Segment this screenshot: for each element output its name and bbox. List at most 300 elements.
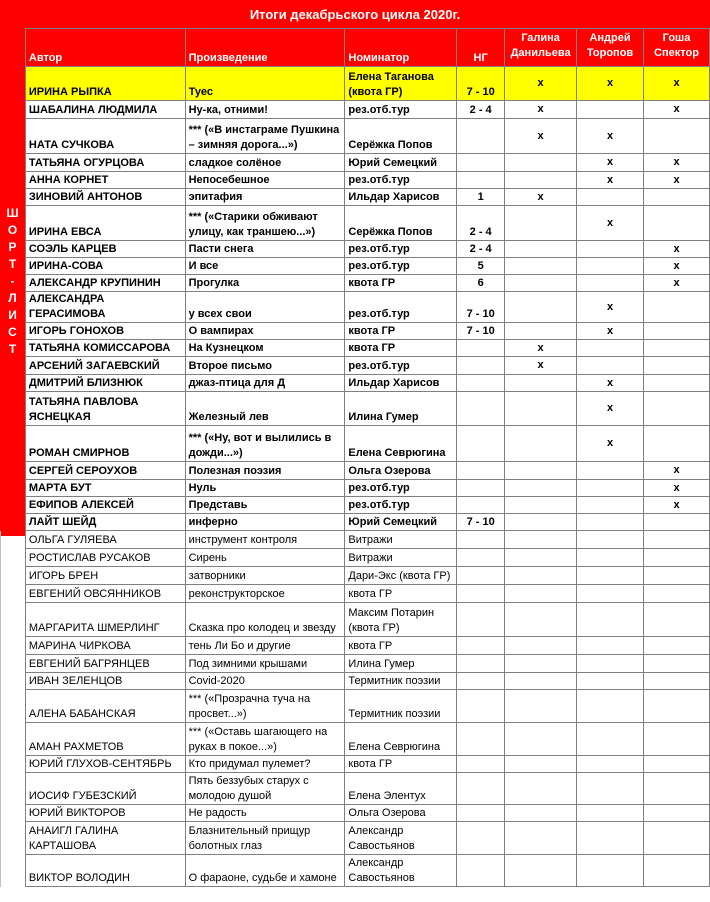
judge-mark-cell[interactable]: x — [577, 426, 644, 462]
short-list-strip-cell — [1, 119, 26, 154]
nominator-cell[interactable]: Витражи — [345, 531, 457, 549]
judge-mark-cell[interactable]: x — [644, 67, 710, 101]
work-cell[interactable]: Прогулка — [185, 275, 345, 292]
judge-mark-cell[interactable] — [505, 585, 577, 603]
judge-mark-cell[interactable]: x — [505, 119, 577, 154]
judge-mark-cell[interactable] — [577, 822, 644, 855]
nominator-cell[interactable]: Термитник поэзии — [345, 690, 457, 723]
judge-mark-cell[interactable] — [644, 673, 710, 690]
nominator-cell[interactable]: Серёжка Попов — [345, 206, 457, 241]
author-cell[interactable]: ЕФИПОВ АЛЕКСЕЙ — [25, 497, 185, 514]
table-row — [1, 258, 710, 275]
work-cell[interactable]: сладкое солёное — [185, 154, 345, 172]
author-cell[interactable]: ЕВГЕНИЙ ОВСЯННИКОВ — [25, 585, 185, 603]
ng-cell[interactable] — [457, 172, 505, 189]
nominator-cell[interactable]: Александр Савостьянов — [345, 822, 457, 855]
author-cell[interactable]: АМАН РАХМЕТОВ — [25, 723, 185, 756]
table-row — [1, 462, 710, 480]
work-cell[interactable]: Нуль — [185, 480, 345, 497]
work-cell[interactable]: О вампирах — [185, 323, 345, 340]
judge-mark-cell[interactable] — [577, 340, 644, 357]
nominator-cell[interactable]: Елена Севрюгина — [345, 426, 457, 462]
ng-cell[interactable]: 7 - 10 — [457, 323, 505, 340]
ng-cell[interactable] — [457, 119, 505, 154]
nominator-cell[interactable]: Александр Савостьянов — [345, 855, 457, 887]
nominator-cell[interactable]: Максим Потарин (квота ГР) — [345, 603, 457, 637]
judge-mark-cell[interactable] — [644, 805, 710, 822]
judge-mark-cell[interactable] — [644, 426, 710, 462]
nominator-cell[interactable]: рез.отб.тур — [345, 241, 457, 258]
column-header-work: Произведение — [185, 29, 345, 67]
judge-mark-cell[interactable] — [644, 392, 710, 426]
judge-mark-cell[interactable] — [577, 189, 644, 206]
nominator-cell[interactable]: Серёжка Попов — [345, 119, 457, 154]
row-gutter-cell — [1, 855, 26, 887]
judge-mark-cell[interactable] — [505, 275, 577, 292]
judge-mark-cell[interactable] — [505, 514, 577, 531]
judge-mark-cell[interactable] — [644, 340, 710, 357]
work-cell[interactable]: И все — [185, 258, 345, 275]
judge-mark-cell[interactable]: x — [644, 275, 710, 292]
nominator-cell[interactable]: Илина Гумер — [345, 655, 457, 673]
judge-mark-cell[interactable] — [505, 323, 577, 340]
work-cell[interactable]: у всех свои — [185, 292, 345, 323]
work-cell[interactable]: Сказка про колодец и звезду — [185, 603, 345, 637]
nominator-cell[interactable]: рез.отб.тур — [345, 292, 457, 323]
nominator-cell[interactable]: рез.отб.тур — [345, 101, 457, 119]
table-row — [1, 567, 710, 585]
ng-cell[interactable] — [457, 462, 505, 480]
nominator-cell[interactable]: Витражи — [345, 549, 457, 567]
ng-cell[interactable]: 5 — [457, 258, 505, 275]
row-gutter-cell — [1, 690, 26, 723]
judge-mark-cell[interactable]: x — [505, 189, 577, 206]
nominator-cell[interactable]: Елена Элентух — [345, 773, 457, 805]
table-row — [1, 637, 710, 655]
ng-cell[interactable] — [457, 603, 505, 637]
table-row — [1, 673, 710, 690]
judge-mark-cell[interactable] — [505, 375, 577, 392]
work-cell[interactable]: джаз-птица для Д — [185, 375, 345, 392]
author-cell[interactable]: ИГОРЬ ГОНОХОВ — [25, 323, 185, 340]
short-list-strip-cell — [1, 101, 26, 119]
header-row — [1, 29, 710, 67]
judge-mark-cell[interactable]: x — [505, 67, 577, 101]
work-cell[interactable]: инструмент контроля — [185, 531, 345, 549]
row-gutter-cell — [1, 655, 26, 673]
nominator-cell[interactable]: квота ГР — [345, 323, 457, 340]
judge-mark-cell[interactable] — [505, 462, 577, 480]
judge-mark-cell[interactable] — [577, 497, 644, 514]
short-list-strip-cell — [1, 206, 26, 241]
judge-mark-cell[interactable]: x — [577, 323, 644, 340]
judge-mark-cell[interactable]: x — [577, 67, 644, 101]
judge-mark-cell[interactable] — [644, 189, 710, 206]
judge-mark-cell[interactable] — [644, 773, 710, 805]
judge-mark-cell[interactable] — [644, 549, 710, 567]
judge-mark-cell[interactable] — [505, 206, 577, 241]
author-cell[interactable]: ЮРИЙ ГЛУХОВ-СЕНТЯБРЬ — [25, 756, 185, 773]
judge-mark-cell[interactable] — [505, 549, 577, 567]
author-cell[interactable]: ЗИНОВИЙ АНТОНОВ — [25, 189, 185, 206]
ng-cell[interactable]: 2 - 4 — [457, 241, 505, 258]
nominator-cell[interactable]: Елена Севрюгина — [345, 723, 457, 756]
author-cell[interactable]: СОЭЛЬ КАРЦЕВ — [25, 241, 185, 258]
judge-mark-cell[interactable] — [577, 275, 644, 292]
judge-mark-cell[interactable]: x — [644, 154, 710, 172]
judge-mark-cell[interactable]: x — [577, 392, 644, 426]
judge-mark-cell[interactable] — [577, 357, 644, 375]
author-cell[interactable]: АЛЕНА БАБАНСКАЯ — [25, 690, 185, 723]
judge-mark-cell[interactable]: x — [577, 206, 644, 241]
judge-mark-cell[interactable] — [577, 514, 644, 531]
short-list-strip-cell — [1, 340, 26, 357]
judge-mark-cell[interactable] — [505, 497, 577, 514]
judge-mark-cell[interactable]: x — [577, 292, 644, 323]
ng-cell[interactable] — [457, 655, 505, 673]
author-cell[interactable]: АЛЕКСАНДРА ГЕРАСИМОВА — [25, 292, 185, 323]
judge-mark-cell[interactable]: x — [644, 497, 710, 514]
nominator-cell[interactable]: рез.отб.тур — [345, 480, 457, 497]
header-strip-cell — [1, 29, 26, 67]
judge-mark-cell[interactable] — [644, 375, 710, 392]
table-row — [1, 531, 710, 549]
author-cell[interactable]: ВИКТОР ВОЛОДИН — [25, 855, 185, 887]
row-gutter-cell — [1, 805, 26, 822]
judge-mark-cell[interactable]: x — [505, 101, 577, 119]
judge-mark-cell[interactable] — [644, 206, 710, 241]
table-row — [1, 67, 710, 101]
judge-mark-cell[interactable] — [505, 531, 577, 549]
judge-mark-cell[interactable] — [577, 805, 644, 822]
judge-mark-cell[interactable] — [644, 514, 710, 531]
table-row — [1, 514, 710, 531]
short-list-strip-cell — [1, 258, 26, 275]
nominator-cell[interactable]: Елена Таганова (квота ГР) — [345, 67, 457, 101]
judge-mark-cell[interactable] — [577, 756, 644, 773]
judge-mark-cell[interactable] — [644, 531, 710, 549]
nominator-cell[interactable]: Ильдар Харисов — [345, 375, 457, 392]
judge-mark-cell[interactable] — [505, 723, 577, 756]
judge-mark-cell[interactable] — [644, 756, 710, 773]
work-cell[interactable]: реконструкторское — [185, 585, 345, 603]
short-list-strip-cell — [1, 497, 26, 514]
work-cell[interactable]: тень Ли Бо и другие — [185, 637, 345, 655]
judge-mark-cell[interactable] — [505, 603, 577, 637]
author-cell[interactable]: СЕРГЕЙ СЕРОУХОВ — [25, 462, 185, 480]
judge-mark-cell[interactable]: x — [644, 241, 710, 258]
judge-mark-cell[interactable] — [644, 567, 710, 585]
judge-mark-cell[interactable]: x — [577, 154, 644, 172]
ng-cell[interactable] — [457, 690, 505, 723]
judge-mark-cell[interactable]: x — [577, 172, 644, 189]
work-cell[interactable]: Сирень — [185, 549, 345, 567]
short-list-strip-cell — [1, 480, 26, 497]
ng-cell[interactable] — [457, 357, 505, 375]
author-cell[interactable]: ОЛЬГА ГУЛЯЕВА — [25, 531, 185, 549]
judge-mark-cell[interactable] — [505, 805, 577, 822]
table-row — [1, 101, 710, 119]
work-cell[interactable]: эпитафия — [185, 189, 345, 206]
short-list-strip-cell — [1, 292, 26, 323]
judge-mark-cell[interactable] — [644, 822, 710, 855]
author-cell[interactable]: АННА КОРНЕТ — [25, 172, 185, 189]
row-gutter-cell — [1, 822, 26, 855]
work-cell[interactable]: инферно — [185, 514, 345, 531]
nominator-cell[interactable]: квота ГР — [345, 275, 457, 292]
ng-cell[interactable] — [457, 531, 505, 549]
author-cell[interactable]: АЛЕКСАНДР КРУПИНИН — [25, 275, 185, 292]
ng-cell[interactable]: 7 - 10 — [457, 514, 505, 531]
judge-mark-cell[interactable] — [577, 101, 644, 119]
ng-cell[interactable]: 2 - 4 — [457, 206, 505, 241]
judge-mark-cell[interactable] — [577, 655, 644, 673]
author-cell[interactable]: АРСЕНИЙ ЗАГАЕВСКИЙ — [25, 357, 185, 375]
nominator-cell[interactable]: квота ГР — [345, 637, 457, 655]
ng-cell[interactable]: 1 — [457, 189, 505, 206]
ng-cell[interactable] — [457, 805, 505, 822]
judge-mark-cell[interactable] — [644, 655, 710, 673]
work-cell[interactable]: Полезная поэзия — [185, 462, 345, 480]
judge-mark-cell[interactable] — [505, 756, 577, 773]
work-cell[interactable]: *** («Ну, вот и вылились в дожди...») — [185, 426, 345, 462]
judge-mark-cell[interactable] — [505, 567, 577, 585]
nominator-cell[interactable]: квота ГР — [345, 585, 457, 603]
ng-cell[interactable]: 6 — [457, 275, 505, 292]
judge-mark-cell[interactable]: x — [577, 375, 644, 392]
table-row — [1, 357, 710, 375]
judge-mark-cell[interactable]: x — [505, 357, 577, 375]
work-cell[interactable]: Железный лев — [185, 392, 345, 426]
judge-mark-cell[interactable] — [505, 480, 577, 497]
author-cell[interactable]: ЕВГЕНИЙ БАГРЯНЦЕВ — [25, 655, 185, 673]
ng-cell[interactable] — [457, 855, 505, 887]
judge-mark-cell[interactable]: x — [644, 172, 710, 189]
ng-cell[interactable] — [457, 392, 505, 426]
author-cell[interactable]: МАРТА БУТ — [25, 480, 185, 497]
work-cell[interactable]: Ну-ка, отними! — [185, 101, 345, 119]
judge-mark-cell[interactable] — [577, 258, 644, 275]
judge-mark-cell[interactable] — [577, 603, 644, 637]
table-row — [1, 392, 710, 426]
author-cell[interactable]: ИГОРЬ БРЕН — [25, 567, 185, 585]
judge-mark-cell[interactable] — [505, 655, 577, 673]
judge-mark-cell[interactable] — [577, 585, 644, 603]
author-cell[interactable]: РОСТИСЛАВ РУСАКОВ — [25, 549, 185, 567]
table-row — [1, 172, 710, 189]
author-cell[interactable]: ИОСИФ ГУБЕЗСКИЙ — [25, 773, 185, 805]
nominator-cell[interactable]: Дари-Экс (квота ГР) — [345, 567, 457, 585]
short-list-strip-cell — [1, 189, 26, 206]
judge-mark-cell[interactable] — [644, 723, 710, 756]
judge-mark-cell[interactable] — [505, 426, 577, 462]
row-gutter-cell — [1, 531, 26, 549]
author-cell[interactable]: ТАТЬЯНА ПАВЛОВА ЯСНЕЦКАЯ — [25, 392, 185, 426]
judge-mark-cell[interactable]: x — [505, 340, 577, 357]
judge-mark-cell[interactable] — [577, 531, 644, 549]
judge-mark-cell[interactable] — [577, 241, 644, 258]
author-cell[interactable]: ИРИНА ЕВСА — [25, 206, 185, 241]
ng-cell[interactable] — [457, 480, 505, 497]
nominator-cell[interactable]: Юрий Семецкий — [345, 514, 457, 531]
judge-mark-cell[interactable] — [505, 172, 577, 189]
ng-cell[interactable] — [457, 154, 505, 172]
ng-cell[interactable] — [457, 723, 505, 756]
ng-cell[interactable] — [457, 637, 505, 655]
nominator-cell[interactable]: рез.отб.тур — [345, 497, 457, 514]
row-gutter-cell — [1, 756, 26, 773]
work-cell[interactable]: Непосебешное — [185, 172, 345, 189]
ng-cell[interactable]: 7 - 10 — [457, 67, 505, 101]
judge-mark-cell[interactable] — [577, 480, 644, 497]
author-cell[interactable]: ЮРИЙ ВИКТОРОВ — [25, 805, 185, 822]
work-cell[interactable]: Блазнительный прищур болотных глаз — [185, 822, 345, 855]
row-gutter-cell — [1, 637, 26, 655]
judge-mark-cell[interactable] — [505, 292, 577, 323]
nominator-cell[interactable]: квота ГР — [345, 756, 457, 773]
ng-cell[interactable] — [457, 497, 505, 514]
ng-cell[interactable] — [457, 567, 505, 585]
judge-mark-cell[interactable] — [505, 637, 577, 655]
work-cell[interactable]: *** («Старики обживают улицу, как траншею...») — [185, 206, 345, 241]
judge-mark-cell[interactable] — [644, 119, 710, 154]
row-gutter-cell — [1, 585, 26, 603]
sheet-title — [0, 0, 710, 28]
author-cell[interactable]: ТАТЬЯНА КОМИССАРОВА — [25, 340, 185, 357]
judge-mark-cell[interactable] — [505, 673, 577, 690]
ng-cell[interactable] — [457, 822, 505, 855]
nominator-cell[interactable]: Илина Гумер — [345, 392, 457, 426]
judge-mark-cell[interactable]: x — [644, 462, 710, 480]
judge-mark-cell[interactable] — [505, 154, 577, 172]
work-cell[interactable]: Под зимними крышами — [185, 655, 345, 673]
judge-mark-cell[interactable] — [644, 603, 710, 637]
author-cell[interactable]: ДМИТРИЙ БЛИЗНЮК — [25, 375, 185, 392]
ng-cell[interactable] — [457, 549, 505, 567]
judge-mark-cell[interactable] — [577, 462, 644, 480]
judge-mark-cell[interactable] — [505, 241, 577, 258]
work-cell[interactable]: Covid-2020 — [185, 673, 345, 690]
nominator-cell[interactable]: Термитник поэзии — [345, 673, 457, 690]
ng-cell[interactable] — [457, 426, 505, 462]
row-gutter-cell — [1, 773, 26, 805]
work-cell[interactable]: Туес — [185, 67, 345, 101]
judge-mark-cell[interactable]: x — [644, 480, 710, 497]
ng-cell[interactable]: 2 - 4 — [457, 101, 505, 119]
table-row — [1, 822, 710, 855]
work-cell[interactable]: Пять беззубых старух с молодою душой — [185, 773, 345, 805]
judge-mark-cell[interactable] — [505, 773, 577, 805]
nominator-cell[interactable]: Ольга Озерова — [345, 462, 457, 480]
judge-mark-cell[interactable] — [577, 549, 644, 567]
judge-mark-cell[interactable] — [644, 855, 710, 887]
judge-mark-cell[interactable]: x — [577, 119, 644, 154]
judge-mark-cell[interactable] — [505, 690, 577, 723]
work-cell[interactable]: Пасти снега — [185, 241, 345, 258]
judge-mark-cell[interactable] — [577, 673, 644, 690]
judge-mark-cell[interactable] — [505, 855, 577, 887]
judge-mark-cell[interactable] — [644, 323, 710, 340]
work-cell[interactable]: Кто придумал пулемет? — [185, 756, 345, 773]
work-cell[interactable]: Второе письмо — [185, 357, 345, 375]
judge-mark-cell[interactable] — [644, 292, 710, 323]
nominator-cell[interactable]: Ольга Озерова — [345, 805, 457, 822]
judge-mark-cell[interactable] — [644, 690, 710, 723]
nominator-cell[interactable]: рез.отб.тур — [345, 172, 457, 189]
table-row — [1, 773, 710, 805]
judge-mark-cell[interactable] — [577, 690, 644, 723]
row-gutter-cell — [1, 567, 26, 585]
author-cell[interactable]: ИРИНА РЫПКА — [25, 67, 185, 101]
row-gutter-cell — [1, 723, 26, 756]
work-cell[interactable]: затворники — [185, 567, 345, 585]
work-cell[interactable]: Не радость — [185, 805, 345, 822]
work-cell[interactable]: *** («Оставь шагающего на руках в покое...») — [185, 723, 345, 756]
short-list-strip-cell — [1, 375, 26, 392]
author-cell[interactable]: НАТА СУЧКОВА — [25, 119, 185, 154]
ng-cell[interactable] — [457, 773, 505, 805]
table-row — [1, 189, 710, 206]
ng-cell[interactable] — [457, 585, 505, 603]
column-header-judge-2: Андрей Торопов — [577, 29, 644, 67]
table-row — [1, 426, 710, 462]
ng-cell[interactable]: 7 - 10 — [457, 292, 505, 323]
judge-mark-cell[interactable] — [577, 637, 644, 655]
short-list-strip-cell — [1, 392, 26, 426]
judge-mark-cell[interactable] — [505, 822, 577, 855]
judge-mark-cell[interactable]: x — [644, 101, 710, 119]
work-cell[interactable]: *** («Прозрачна туча на просвет...») — [185, 690, 345, 723]
table-row — [1, 549, 710, 567]
author-cell[interactable]: ИВАН ЗЕЛЕНЦОВ — [25, 673, 185, 690]
author-cell[interactable]: МАРИНА ЧИРКОВА — [25, 637, 185, 655]
judge-mark-cell[interactable] — [577, 773, 644, 805]
ng-cell[interactable] — [457, 756, 505, 773]
judge-mark-cell[interactable] — [644, 637, 710, 655]
author-cell[interactable]: МАРГАРИТА ШМЕРЛИНГ — [25, 603, 185, 637]
nominator-cell[interactable]: квота ГР — [345, 340, 457, 357]
work-cell[interactable]: О фараоне, судьбе и хамоне — [185, 855, 345, 887]
judge-mark-cell[interactable] — [644, 585, 710, 603]
judge-mark-cell[interactable] — [644, 357, 710, 375]
table-row — [1, 275, 710, 292]
author-cell[interactable]: ИРИНА-СОВА — [25, 258, 185, 275]
author-cell[interactable]: ЛАЙТ ШЕЙД — [25, 514, 185, 531]
nominator-cell[interactable]: Ильдар Харисов — [345, 189, 457, 206]
judge-mark-cell[interactable] — [577, 723, 644, 756]
nominator-cell[interactable]: рез.отб.тур — [345, 258, 457, 275]
work-cell[interactable]: *** («В инстаграме Пушкина – зимняя дорога...») — [185, 119, 345, 154]
judge-mark-cell[interactable] — [505, 258, 577, 275]
judge-mark-cell[interactable]: x — [644, 258, 710, 275]
nominator-cell[interactable]: рез.отб.тур — [345, 357, 457, 375]
sheet-title-text: Итоги декабрьского цикла 2020г. — [249, 6, 461, 22]
author-cell[interactable]: ШАБАЛИНА ЛЮДМИЛА — [25, 101, 185, 119]
ng-cell[interactable] — [457, 673, 505, 690]
author-cell[interactable]: АНАИГЛ ГАЛИНА КАРТАШОВА — [25, 822, 185, 855]
work-cell[interactable]: На Кузнецком — [185, 340, 345, 357]
ng-cell[interactable] — [457, 340, 505, 357]
nominator-cell[interactable]: Юрий Семецкий — [345, 154, 457, 172]
ng-cell[interactable] — [457, 375, 505, 392]
row-gutter-cell — [1, 673, 26, 690]
author-cell[interactable]: РОМАН СМИРНОВ — [25, 426, 185, 462]
author-cell[interactable]: ТАТЬЯНА ОГУРЦОВА — [25, 154, 185, 172]
judge-mark-cell[interactable] — [505, 392, 577, 426]
judge-mark-cell[interactable] — [577, 567, 644, 585]
work-cell[interactable]: Представь — [185, 497, 345, 514]
judge-mark-cell[interactable] — [577, 855, 644, 887]
